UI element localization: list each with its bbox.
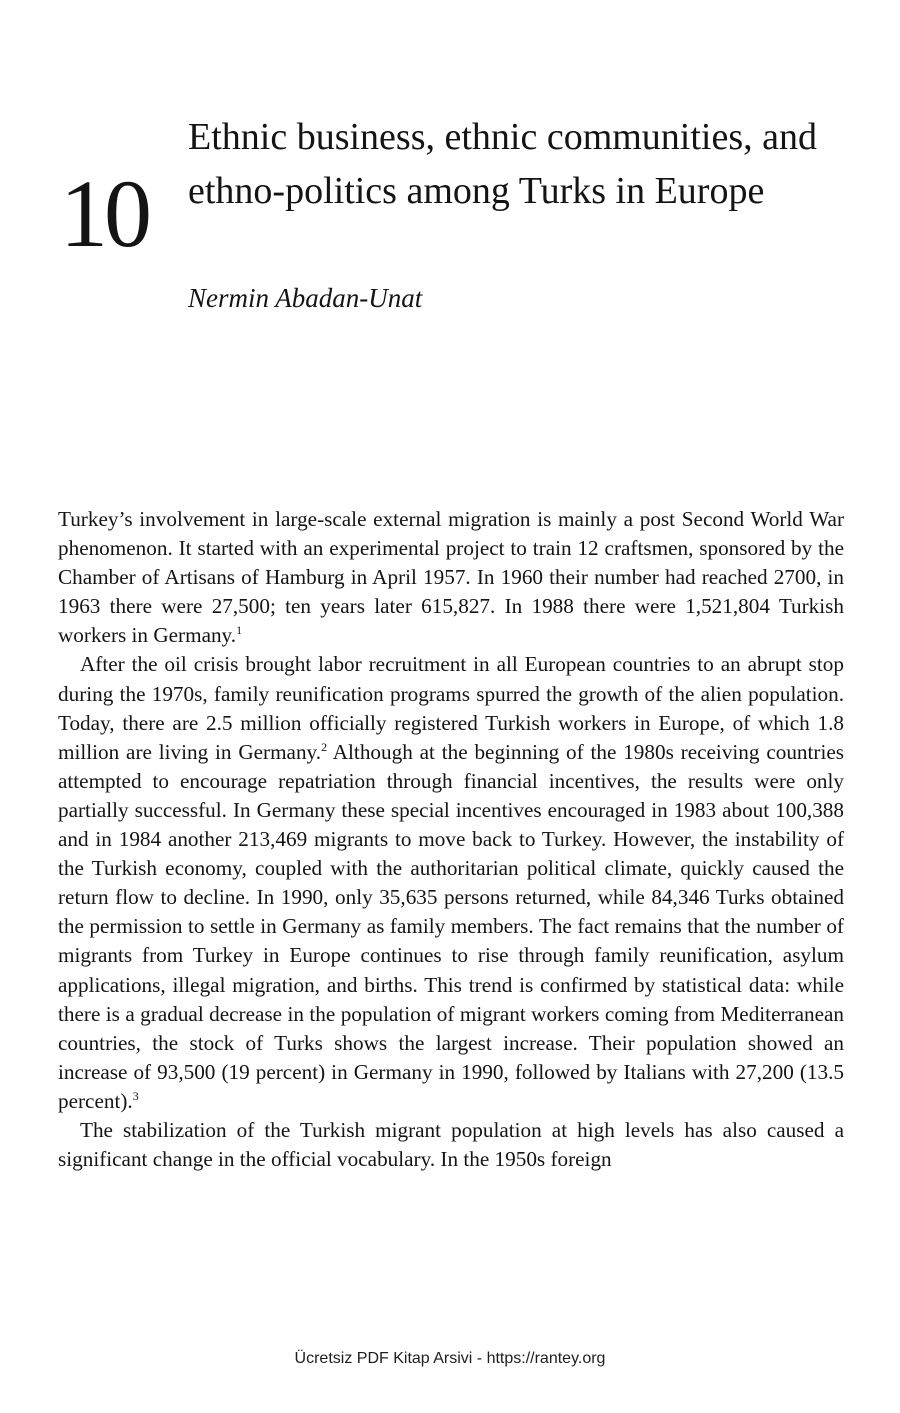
paragraph-3 — [58, 1116, 844, 1174]
footnote-ref-3[interactable]: 3 — [132, 1088, 139, 1103]
paragraph-2 — [58, 650, 844, 1116]
paragraph-1 — [58, 505, 844, 650]
paragraph-2-text-a: After the oil crisis brought labor recruitment in all European countries to an abrupt stop during the 1970s, family reunification programs spurred the growth of the alien population. Today, there are 2.5 million officially registered Turkish workers in Europe, of which 1.8 million are living in Germany. — [58, 652, 844, 764]
chapter-title: Ethnic business, ethnic communities, and ethno-politics among Turks in Europe — [188, 116, 818, 212]
chapter-number: 10 — [60, 160, 148, 267]
chapter-author: Nermin Abadan-Unat — [188, 283, 423, 313]
paragraph-1-text: Turkey’s involvement in large-scale external migration is mainly a post Second World War phenomenon. It started with an experimental project to train 12 craftsmen, sponsored by the Chamber of Artisans of Hamburg in April 1957. In 1960 their number had reached 2700, in 1963 there were 27,500; ten years later 615,827. In 1988 there were 1,521,804 Turkish workers in Germany. — [58, 507, 844, 648]
footnote-ref-1[interactable]: 1 — [236, 623, 243, 638]
paragraph-3-text: The stabilization of the Turkish migrant population at high levels has also caused a significant change in the official vocabulary. In the 1950s foreign — [58, 1117, 844, 1172]
body-text — [58, 505, 844, 1174]
footnote-ref-2[interactable]: 2 — [321, 739, 328, 754]
footer-watermark: Ücretsiz PDF Kitap Arsivi - https://rantey.org — [294, 1350, 606, 1367]
paragraph-2-text-b: Although at the beginning of the 1980s receiving countries attempted to encourage repatriation through financial incentives, the results were only partially successful. In Germany these special incentives encouraged in 1983 about 100,388 and in 1984 another 213,469 migrants to move back to Turkey. However, the instability of the Turkish economy, coupled with the authoritarian political climate, quickly caused the return flow to decline. In 1990, only 35,635 persons returned, while 84,346 Turks obtained the permission to settle in Germany as family members. The fact remains that the number of migrants from Turkey in Europe continues to rise through family reunification, asylum applications, illegal migration, and births. This trend is confirmed by statistical data: while there is a gradual decrease in the population of migrant workers coming from Mediterranean countries, the stock of Turks shows the largest increase. Their population showed an increase of 93,500 (19 percent) in Germany in 1990, followed by Italians with 27,200 (13.5 percent). — [58, 739, 844, 1113]
